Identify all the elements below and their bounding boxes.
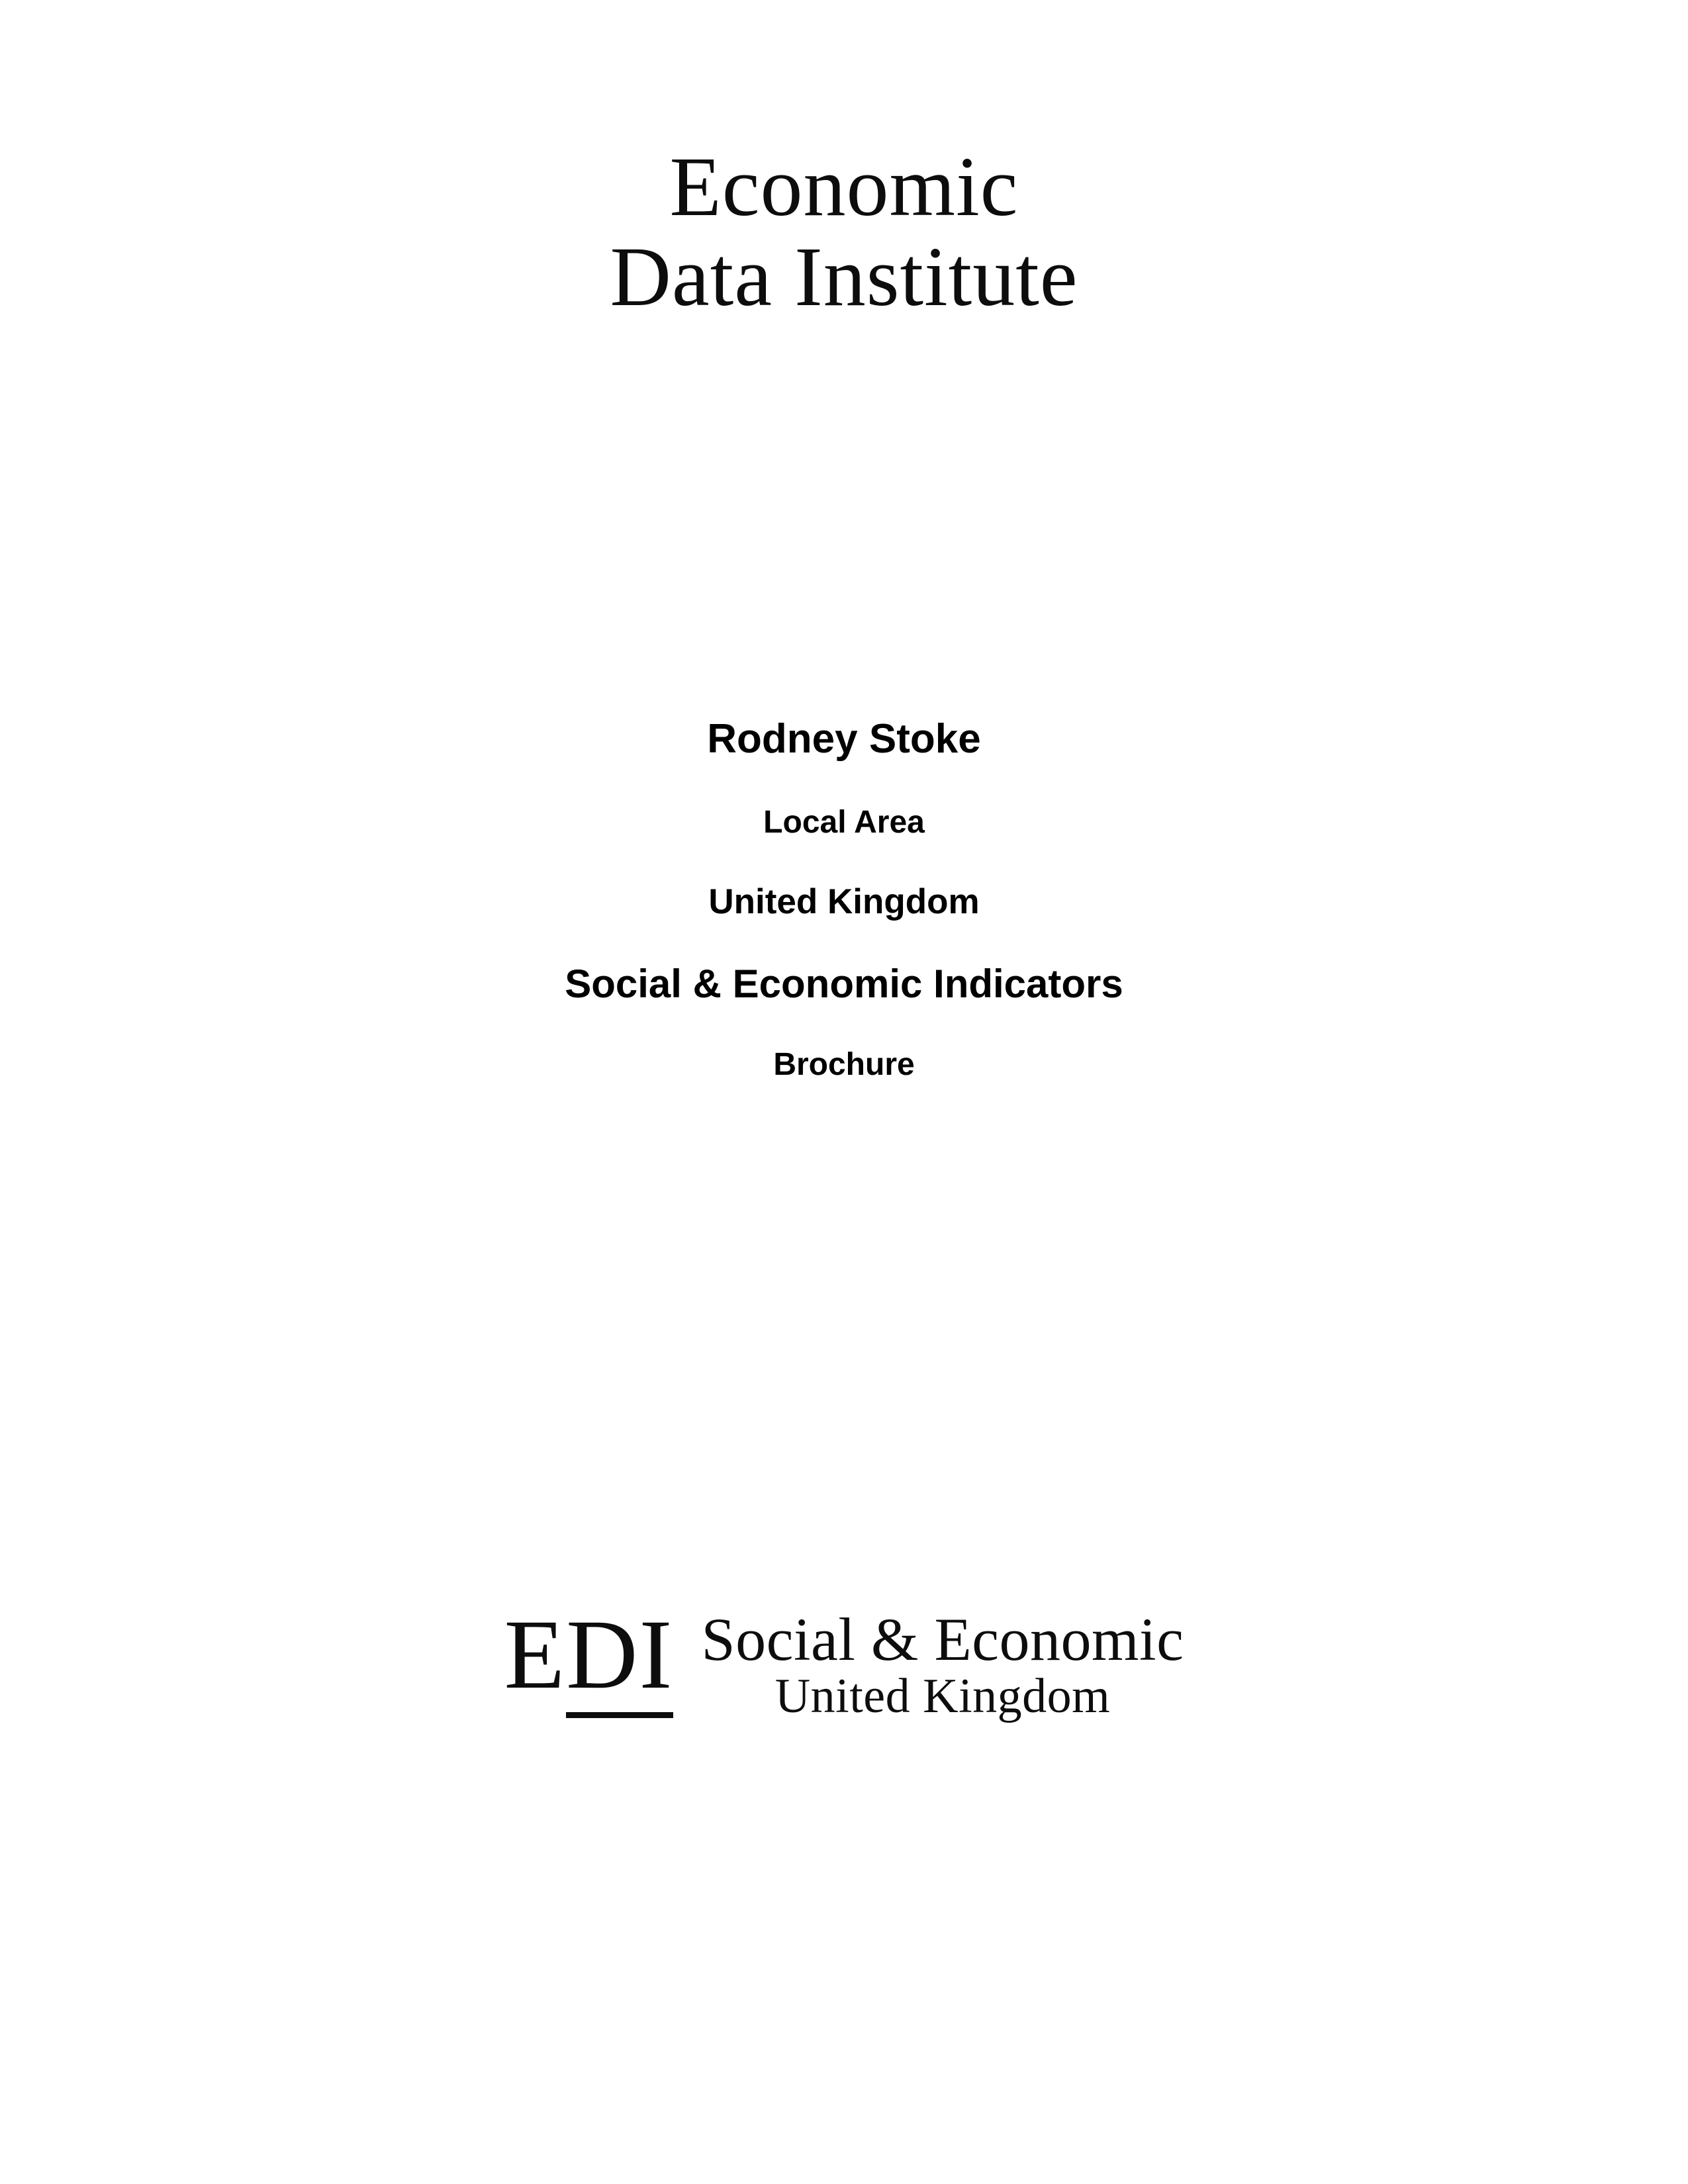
footer-logo	[0, 1600, 1688, 1723]
area-type-label: Local Area	[763, 805, 925, 841]
document-type-label: Brochure	[773, 1047, 915, 1083]
subject-label: Social & Economic Indicators	[565, 962, 1123, 1007]
masthead-line-1: Economic	[669, 140, 1019, 234]
masthead-line-2: Data Institute	[610, 230, 1078, 324]
footer-logo-line-2: United Kingdom	[774, 1668, 1111, 1723]
title-block	[0, 715, 1688, 1084]
page-title-area-name: Rodney Stoke	[707, 716, 981, 762]
edi-wordmark-prefix: E	[504, 1600, 567, 1709]
footer-logo-text	[701, 1605, 1184, 1723]
edi-wordmark	[504, 1600, 674, 1713]
edi-wordmark-underlined: DI	[566, 1600, 673, 1718]
footer-logo-line-1: Social & Economic	[701, 1606, 1184, 1673]
masthead-logo	[0, 140, 1688, 324]
country-label: United Kingdom	[708, 882, 980, 921]
